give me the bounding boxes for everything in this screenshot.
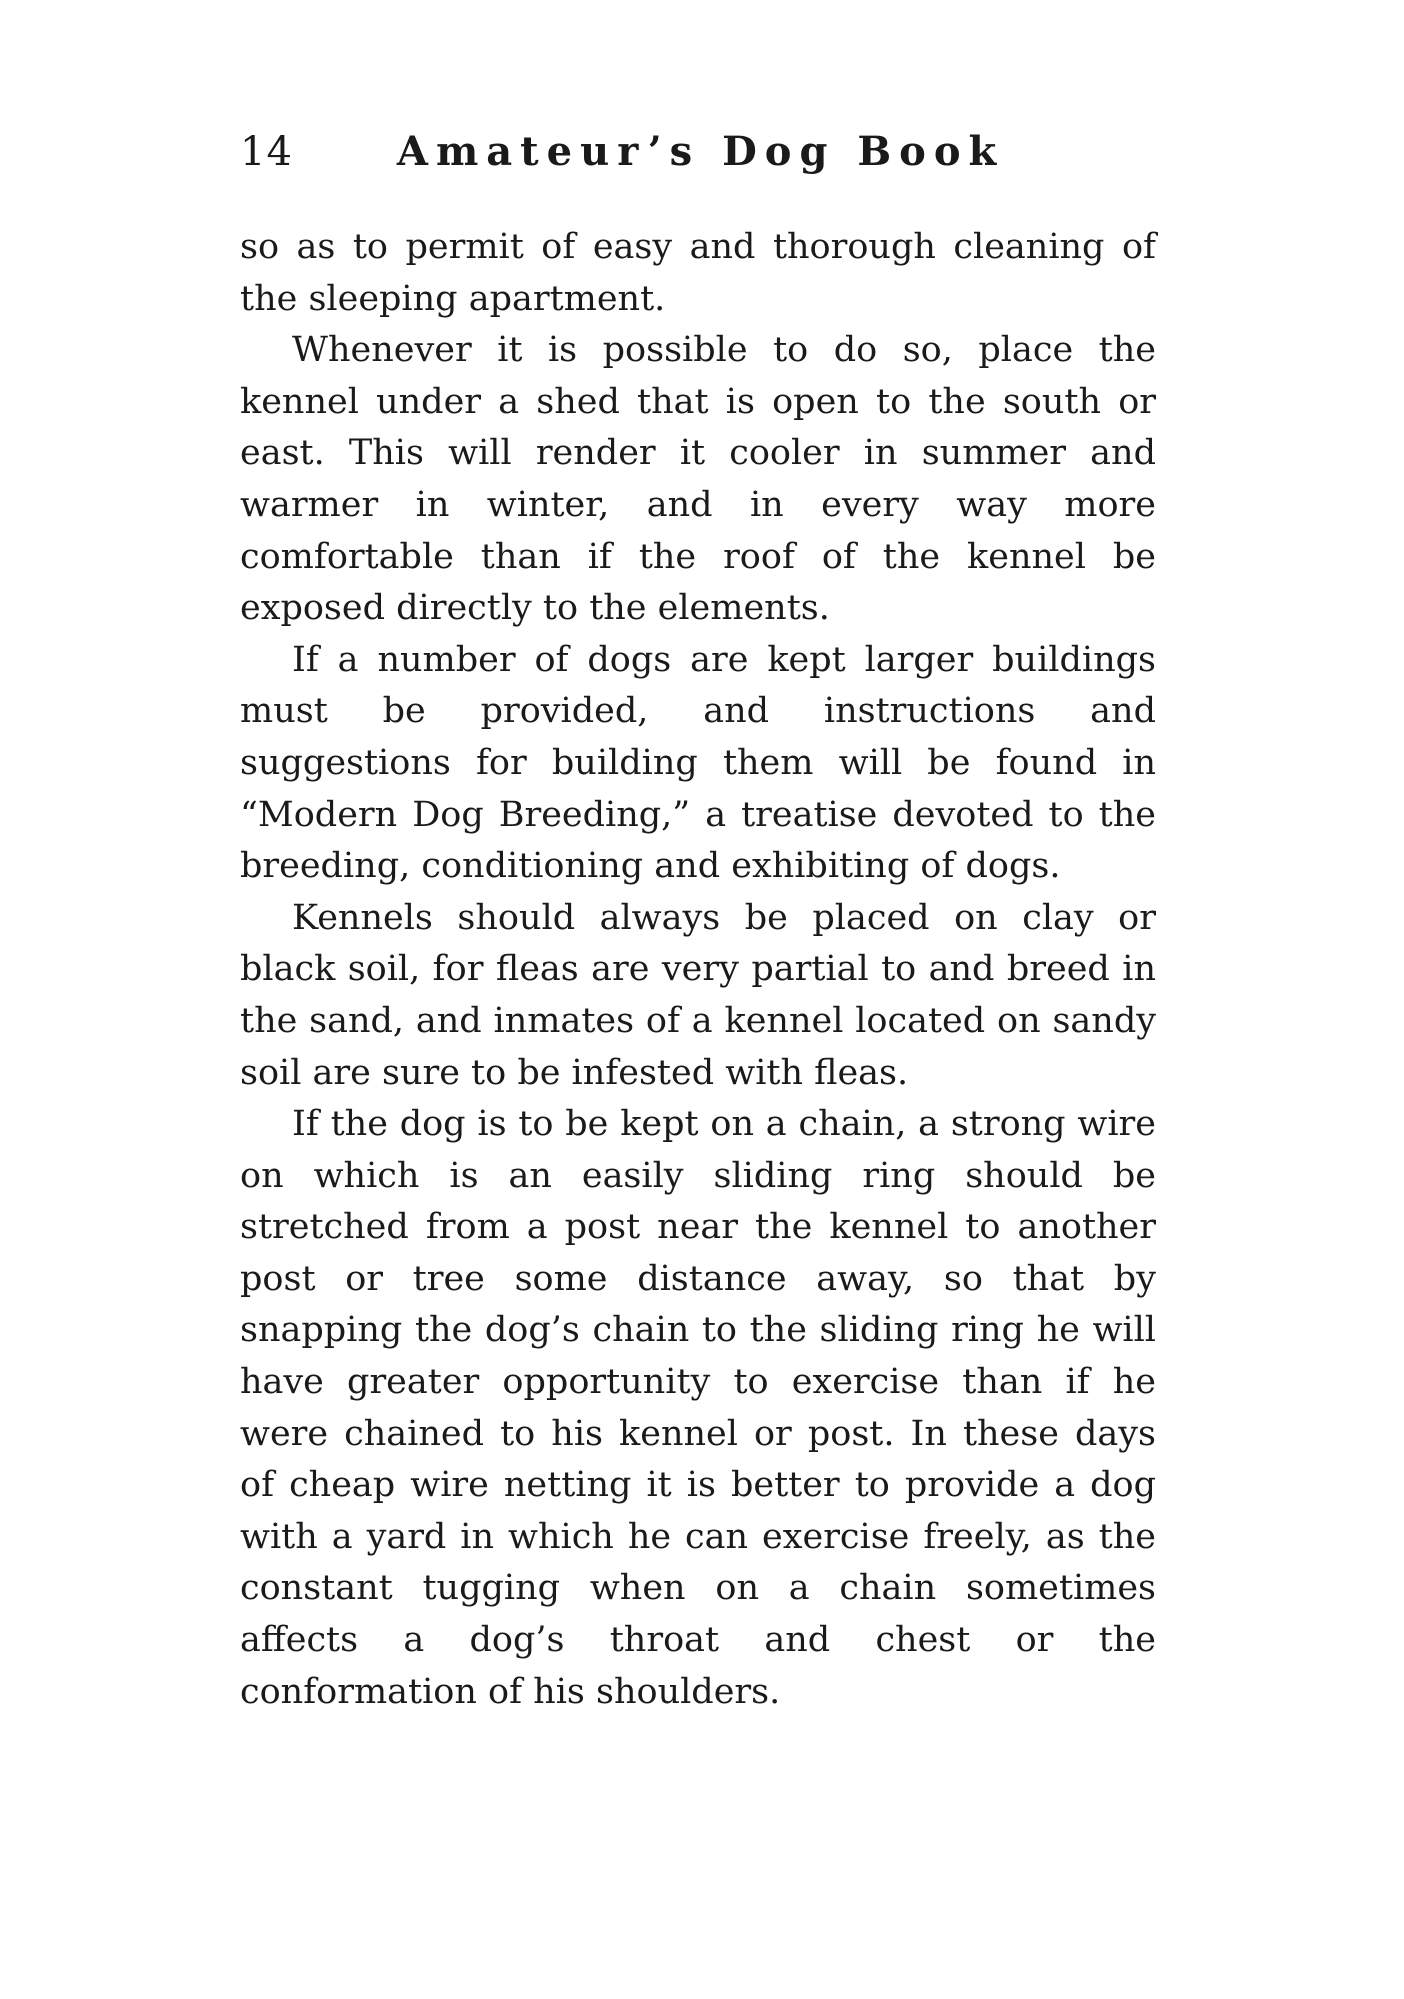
paragraph-larger-buildings: If a number of dogs are kept larger buildings must be provided, and instructions and suggestions for building them will be found in “Modern Dog Breeding,” a treatise devoted to the breeding, conditioning and exhibiting of dogs. bbox=[240, 639, 1156, 887]
paragraph-soil-fleas: Kennels should always be placed on clay or black soil, for fleas are very partial to and breed in the sand, and inmates of a kennel located on sandy soil are sure to be infested with fleas. bbox=[240, 897, 1156, 1093]
running-title: Amateur’s Dog Book bbox=[396, 128, 1005, 175]
running-head bbox=[240, 128, 1160, 188]
paragraph-chain-wire: If the dog is to be kept on a chain, a strong wire on which is an easily sliding ring should be stretched from a post near the kennel to another post or tree some distance away, so that by snapping the dog’s chain to the sliding ring he will have greater opportunity to exercise than if he were chained to his kennel or post. In these days of cheap wire netting it is better to provide a dog with a yard in which he can exercise freely, as the constant tugging when on a chain sometimes affects a dog’s throat and chest or the conformation of his shoulders. bbox=[240, 1104, 1156, 1712]
body-text bbox=[240, 222, 1156, 1718]
paragraph-kennel-shed: Whenever it is possible to do so, place the kennel under a shed that is open to the south or east. This will render it cooler in summer and warmer in winter, and in every way more comfortable than if the roof of the kennel be exposed directly to the elements. bbox=[240, 330, 1156, 629]
paragraph-continued: so as to permit of easy and thorough cleaning of the sleeping apartment. bbox=[240, 227, 1156, 319]
page-number: 14 bbox=[240, 129, 293, 175]
